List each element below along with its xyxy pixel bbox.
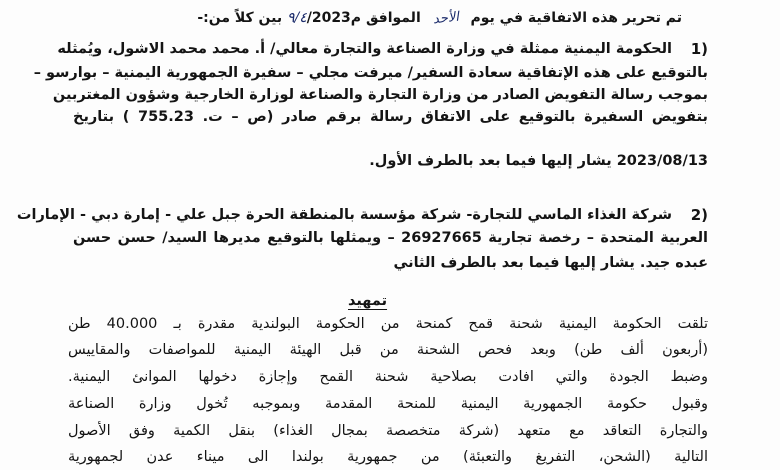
intro-middle: الموافق xyxy=(365,10,421,26)
party1-line-5: 2023/08/13 يشار إليها فيما بعد بالطرف الأول. xyxy=(369,153,708,169)
preamble-line-3: وضبط الجودة والتي افادت بصلاحية شحنة القمح وإجازة دخولها الموانئ اليمنية. xyxy=(68,369,708,385)
handwritten-day: الأحد xyxy=(431,9,460,28)
party1-line-3: بموجب رسالة التفويض الصادر من وزارة التجارة والصناعة لوزارة الخارجية وشؤون المغتربين xyxy=(52,87,708,103)
preamble-line-6: التالية (الشحن، التفريغ والتعبئة) من جمهورية بولندا الى ميناء عدن لجمهورية xyxy=(68,449,708,465)
preamble-line-5: والتجارة التعاقد مع متعهد (شركة متخصصة بمجال الغذاء) بنقل الكمية وفق الأصول xyxy=(68,423,708,439)
preamble-heading: تمهيد xyxy=(348,293,388,309)
party1-line-2: بالتوقيع على هذه الإتفاقية سعادة السفير/ ميرفت مجلي – سفيرة الجمهورية اليمنية – بوارسو – xyxy=(33,65,708,81)
party2-line-3: عبده جيد. يشار إليها فيما بعد بالطرف الثاني xyxy=(393,255,708,271)
handwritten-date: ٩/٤ xyxy=(286,10,307,26)
party2-number: 2) xyxy=(690,206,708,224)
party2-line-1: شركة الغذاء الماسي للتجارة- شركة مؤسسة بالمنطقة الحرة جبل علي - إمارة دبي - الإمارات xyxy=(16,207,672,223)
party1-number: 1) xyxy=(690,40,708,58)
party1-line-4: بتفويض السفيرة بالتوقيع على الاتفاق رسالة برقم صادر (ص – ت. 755.23 ) بتاريخ xyxy=(73,109,708,125)
party1-line-1: الحكومة اليمنية ممثلة في وزارة الصناعة والتجارة معالي/ أ. محمد محمد الاشول، ويُمثله xyxy=(57,41,672,57)
intro-prefix: تم تحرير هذه الاتفاقية في يوم xyxy=(470,10,682,26)
preamble-line-1: تلقت الحكومة اليمنية شحنة قمح كمنحة من الحكومة البولندية مقدرة بـ 40.000 طن xyxy=(68,316,709,332)
party2-line-2: العربية المتحدة – رخصة تجارية 26927665 – ويمثلها بالتوقيع مديرها السيد/ حسن حسن xyxy=(73,230,708,246)
preamble-line-2: (أربعون ألف طن) وبعد فحص الشحنة من قبل الهيئة اليمنية للمواصفات والمقاييس xyxy=(68,342,708,358)
intro-line xyxy=(197,8,682,29)
intro-date: /2023م xyxy=(306,10,362,26)
intro-suffix: بين كلاً من:- xyxy=(197,10,283,26)
preamble-line-4: وقبول حكومة الجمهورية اليمنية للمنحة المقدمة وبموجبه تُخول وزارة الصناعة xyxy=(68,396,708,412)
